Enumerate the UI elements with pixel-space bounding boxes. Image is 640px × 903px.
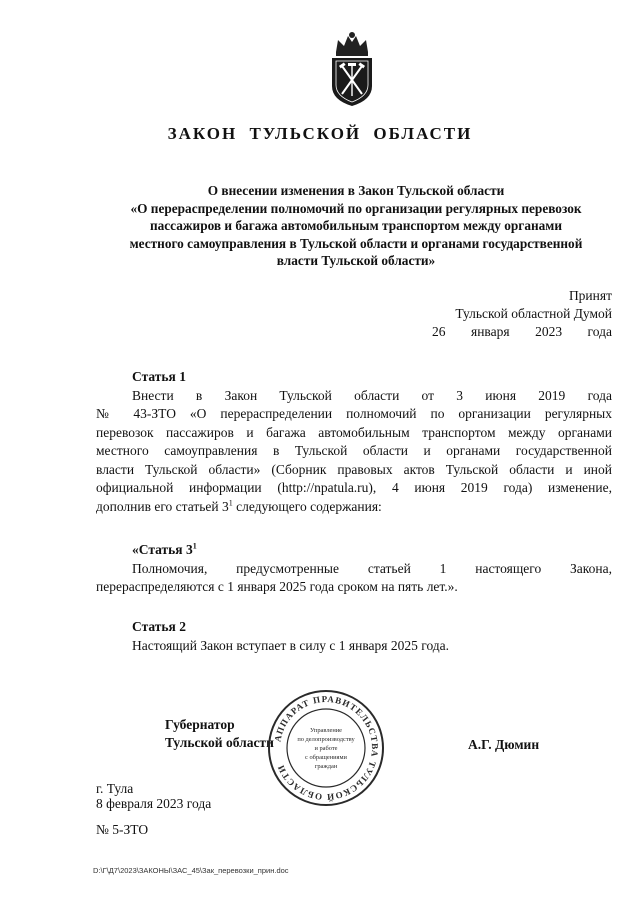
article-1-line: официальной информации (http://npatula.ru), 4 июня 2019 года) изменение,: [96, 480, 612, 495]
document-title: ЗАКОН ТУЛЬСКОЙ ОБЛАСТИ: [167, 124, 473, 143]
subtitle-line: О внесении изменения в Закон Тульской области: [207, 183, 505, 198]
document-subtitle: [96, 182, 616, 270]
file-path: D:\Г\Д7\2023\ЗАКОНЫ\ЗАС_45\Зак_перевозки_прин.doc: [93, 866, 289, 875]
text-fragment: следующего содержания:: [232, 498, 382, 514]
svg-text:граждан: граждан: [314, 763, 338, 770]
signing-place-date: [96, 781, 211, 811]
adopted-year: 2023: [535, 324, 563, 339]
text-fragment: дополнив его статьей 3: [96, 498, 229, 514]
svg-text:с обращениями: с обращениями: [305, 754, 347, 761]
official-stamp: [266, 688, 386, 808]
article-2-line: Настоящий Закон вступает в силу с 1 января 2025 года.: [132, 637, 450, 653]
article-1-line: Внести в Закон Тульской области от 3 июня 2019 года: [132, 387, 612, 403]
signatory-name: А.Г. Дюмин: [468, 737, 540, 752]
subtitle-line: пассажиров и багажа автомобильным транспортом между органами: [149, 218, 563, 233]
article-1-line: власти Тульской области» (Сборник правовых актов Тульской области и иной: [96, 461, 612, 477]
article-1-line: местного самоуправления в Тульской области и органами государственной: [96, 443, 612, 458]
position-line: Губернатор: [165, 717, 235, 732]
superscript: 1: [192, 541, 197, 551]
article-1: [96, 368, 612, 516]
article-3-1-line: перераспределяются с 1 января 2025 года сроком на пять лет.».: [96, 579, 458, 594]
law-number: № 5-ЗТО: [96, 822, 149, 837]
svg-text:и работе: и работе: [314, 745, 338, 752]
article-3-1-heading: [132, 541, 612, 560]
svg-text:по делопроизводству: по делопроизводству: [297, 736, 355, 743]
adopted-by: Тульской областной Думой: [455, 306, 612, 321]
subtitle-line: власти Тульской области»: [276, 253, 436, 268]
signing-date: 8 февраля 2023 года: [96, 796, 212, 811]
article-1-line: перевозок пассажиров и багажа автомобильным транспортом между органами: [96, 424, 612, 440]
adopted-label: Принят: [568, 288, 612, 303]
article-2-heading: Статья 2: [132, 619, 186, 634]
svg-text:АППАРАТ ПРАВИТЕЛЬСТВА ТУЛЬСКОЙ: АППАРАТ ПРАВИТЕЛЬСТВА ТУЛЬСКОЙ ОБЛАСТИ: [272, 693, 381, 803]
article-3-1: [96, 541, 612, 597]
adopted-date: [380, 323, 612, 341]
signatory-position: [165, 716, 274, 752]
svg-text:Управление: Управление: [309, 727, 343, 734]
signing-city: г. Тула: [96, 781, 134, 796]
position-line: Тульской области: [165, 735, 274, 750]
article-1-last-line: [96, 498, 612, 517]
subtitle-line: «О перераспределении полномочий по организации регулярных перевозок: [130, 200, 582, 216]
adopted-day: 26: [432, 324, 446, 339]
adopted-year-word: года: [587, 324, 612, 339]
tula-coat-of-arms-emblem: [326, 30, 378, 108]
article-1-heading: Статья 1: [132, 369, 186, 384]
superscript: 1: [228, 498, 233, 507]
subtitle-line: местного самоуправления в Тульской области и органами государственной: [129, 235, 583, 251]
adoption-block: [380, 287, 612, 341]
text-fragment: «Статья 3: [132, 542, 193, 557]
adopted-month: января: [470, 324, 510, 339]
article-3-1-line: Полномочия, предусмотренные статьей 1 настоящего Закона,: [132, 560, 612, 576]
article-1-line: № 43-ЗТО «О перераспределении полномочий по организации регулярных: [96, 406, 612, 421]
article-2: [96, 618, 612, 655]
